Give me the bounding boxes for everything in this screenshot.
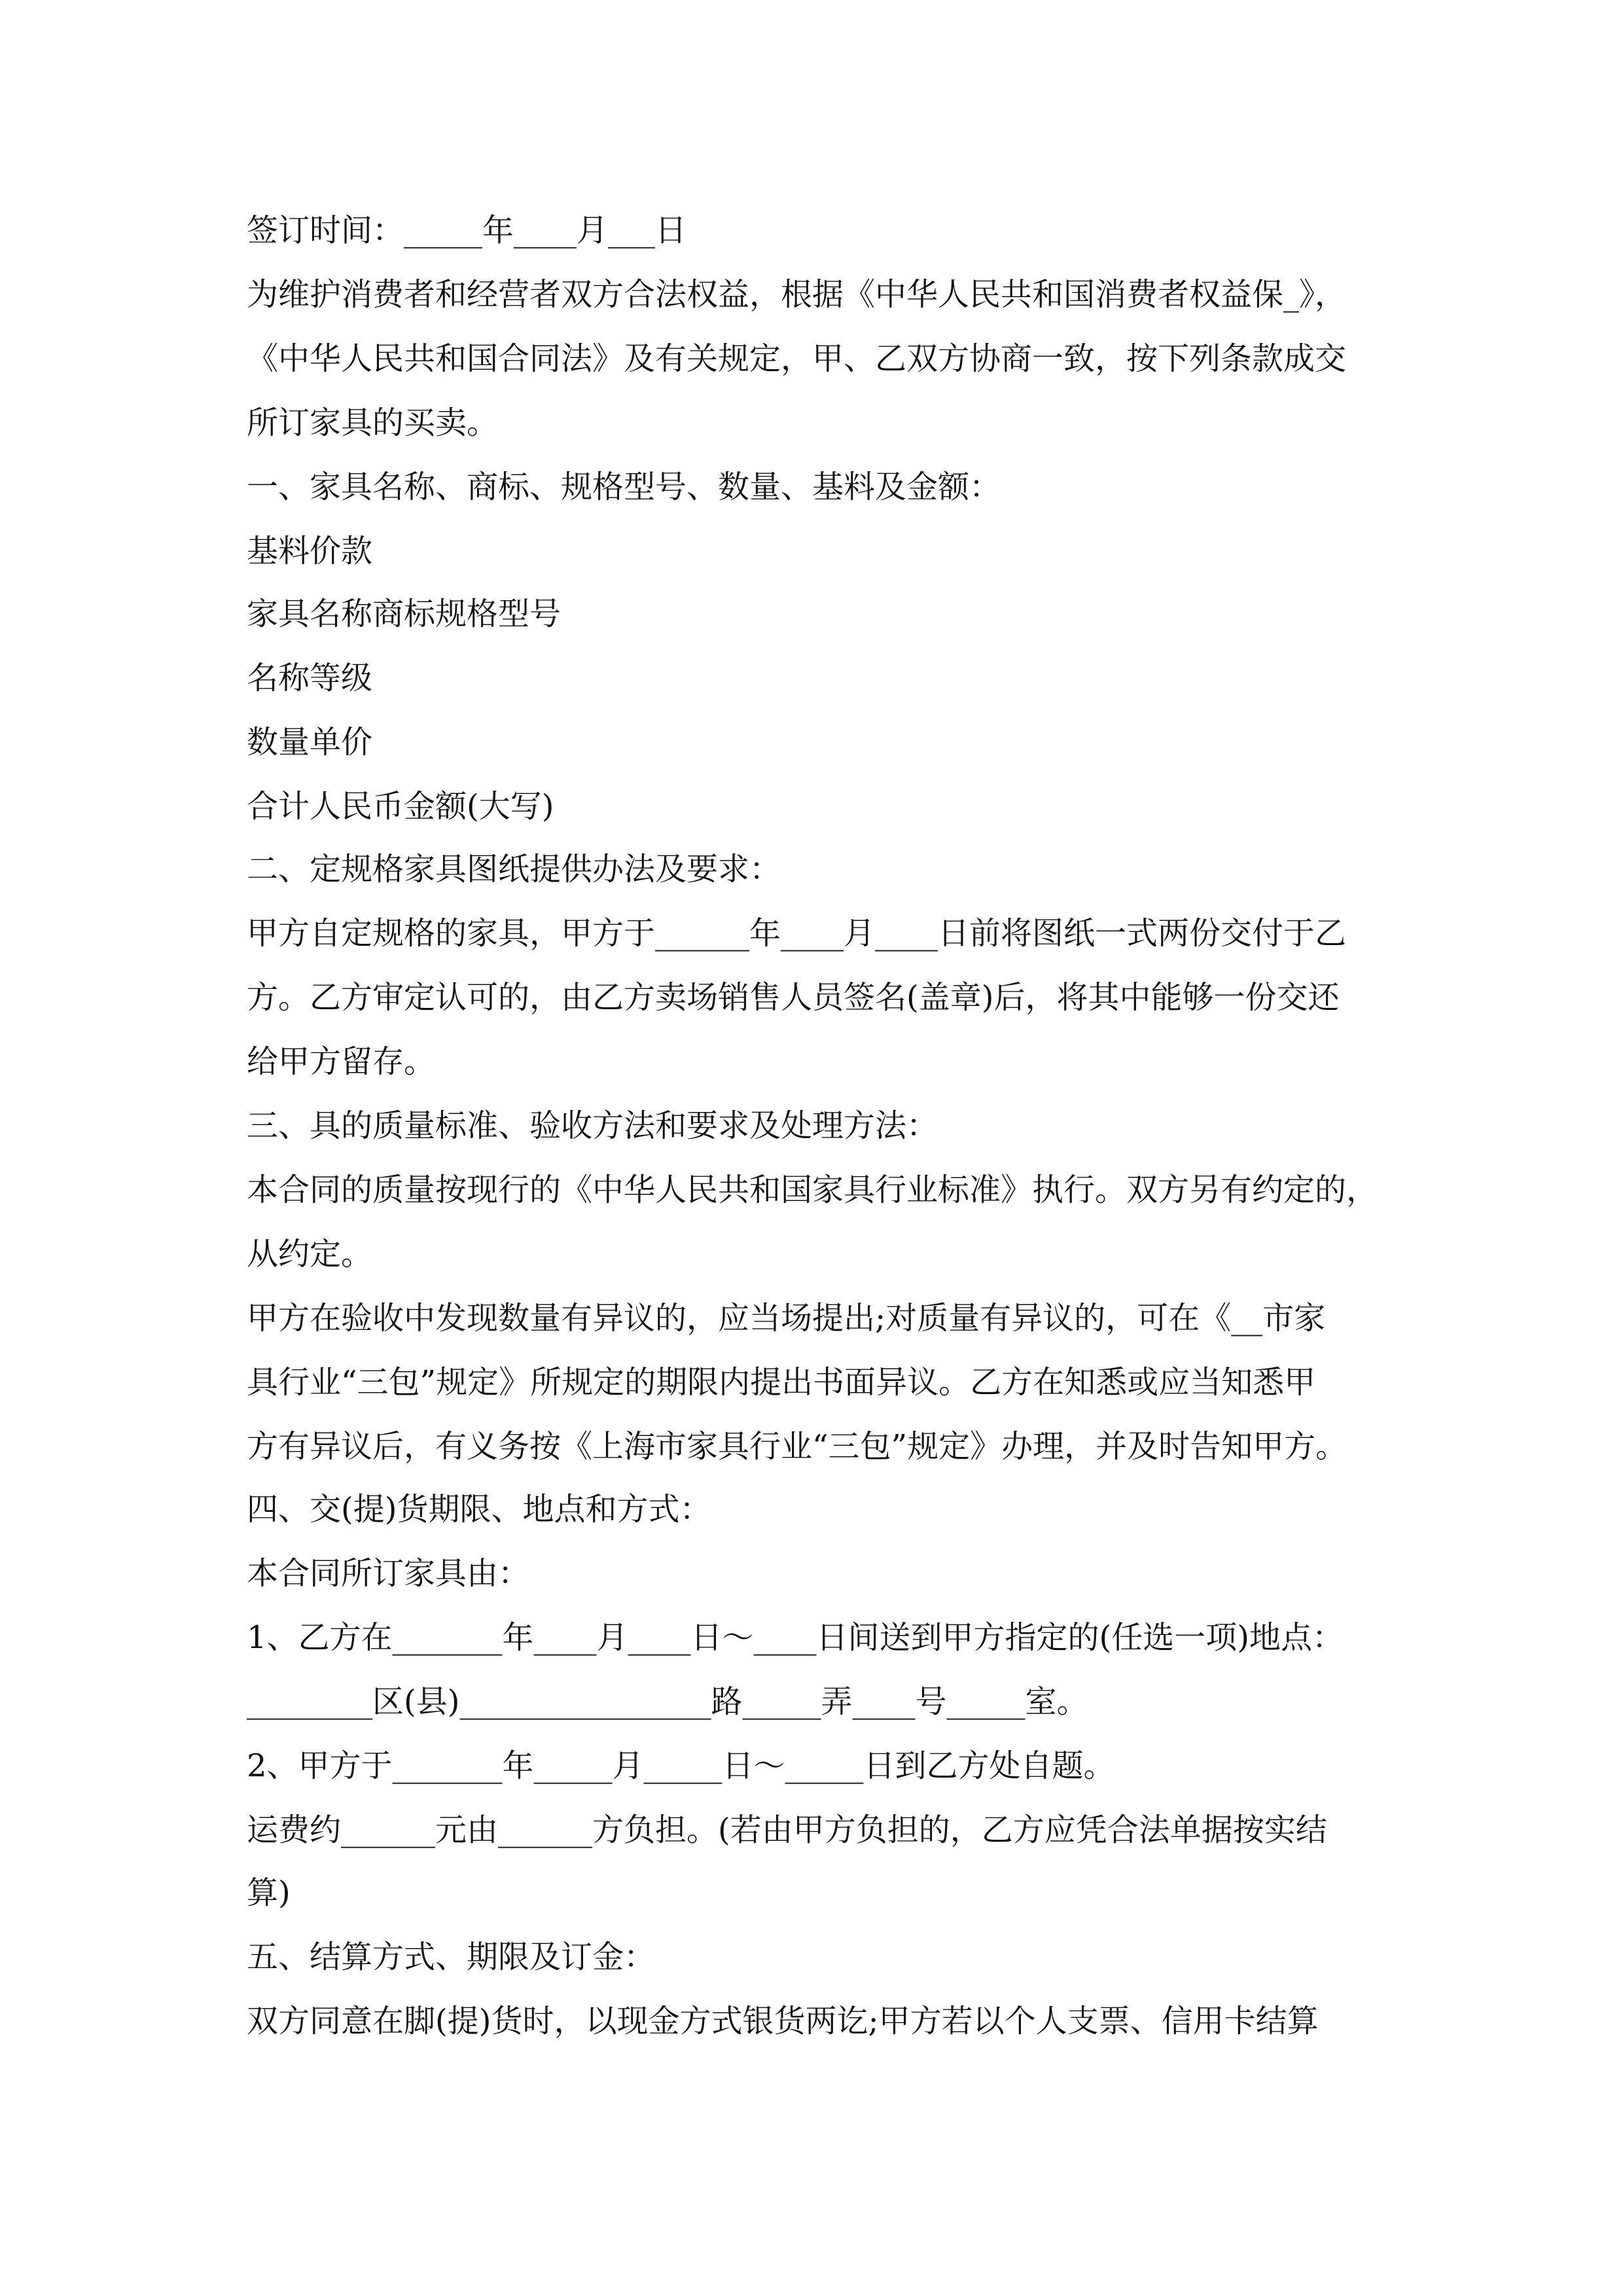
section-4-line-6: 算): [247, 1874, 291, 1911]
section-3-line-2: 从约定。: [247, 1236, 373, 1272]
section-4-line-3: ________区(县)________________路_____弄____号_____室。: [247, 1683, 1088, 1720]
signing-date-line: 签订时间：_____年____月___日: [247, 212, 687, 249]
section-1-item: 合计人民币金额(大写): [247, 788, 554, 825]
section-4-line-2: 1、乙方在_______年____月____日～____日间送到甲方指定的(任选一项)地点：: [247, 1619, 1344, 1656]
section-4-line-1: 本合同所订家具由：: [247, 1555, 530, 1592]
section-3-line-4: 具行业“三包”规定》所规定的期限内提出书面异议。乙方在知悉或应当知悉甲: [247, 1364, 1316, 1401]
section-3-line-5: 方有异议后，有义务按《上海市家具行业“三包”规定》办理，并及时告知甲方。: [247, 1428, 1347, 1465]
section-2-line-3: 给甲方留存。: [247, 1043, 436, 1080]
section-1-item: 数量单价: [247, 724, 373, 761]
section-2-line-1: 甲方自定规格的家具，甲方于______年____月____日前将图纸一式两份交付于乙: [247, 915, 1347, 952]
section-1-heading: 一、家具名称、商标、规格型号、数量、基料及金额：: [247, 469, 1001, 505]
section-1-item: 家具名称商标规格型号: [247, 596, 562, 632]
section-3-line-1: 本合同的质量按现行的《中华人民共和国家具行业标准》执行。双方另有约定的，: [247, 1172, 1378, 1208]
preamble-line-2: 《中华人民共和国合同法》及有关规定，甲、乙双方协商一致，按下列条款成交: [247, 340, 1347, 377]
section-3-line-3: 甲方在验收中发现数量有异议的，应当场提出;对质量有异议的，可在《__市家: [247, 1300, 1326, 1336]
section-1-item: 名称等级: [247, 660, 373, 696]
preamble-line-1: 为维护消费者和经营者双方合法权益，根据《中华人民共和国消费者权益保_》，: [247, 276, 1347, 313]
section-5-line-1: 双方同意在脚(提)货时，以现金方式银货两讫;甲方若以个人支票、信用卡结算: [247, 2003, 1319, 2039]
section-1-item: 基料价款: [247, 533, 373, 569]
section-4-line-4: 2、甲方于_______年_____月_____日～_____日到乙方处自题。: [247, 1748, 1115, 1784]
preamble-line-3: 所订家具的买卖。: [247, 404, 499, 441]
section-2-heading: 二、定规格家具图纸提供办法及要求：: [247, 851, 781, 888]
section-4-line-5: 运费约______元由______方负担。(若由甲方负担的，乙方应凭合法单据按实结: [247, 1812, 1327, 1848]
section-5-heading: 五、结算方式、期限及订金：: [247, 1939, 656, 1975]
section-3-heading: 三、具的质量标准、验收方法和要求及处理方法：: [247, 1107, 938, 1144]
section-2-line-2: 方。乙方审定认可的，由乙方卖场销售人员签名(盖章)后，将其中能够一份交还: [247, 979, 1340, 1016]
section-4-heading: 四、交(提)货期限、地点和方式：: [247, 1491, 711, 1528]
